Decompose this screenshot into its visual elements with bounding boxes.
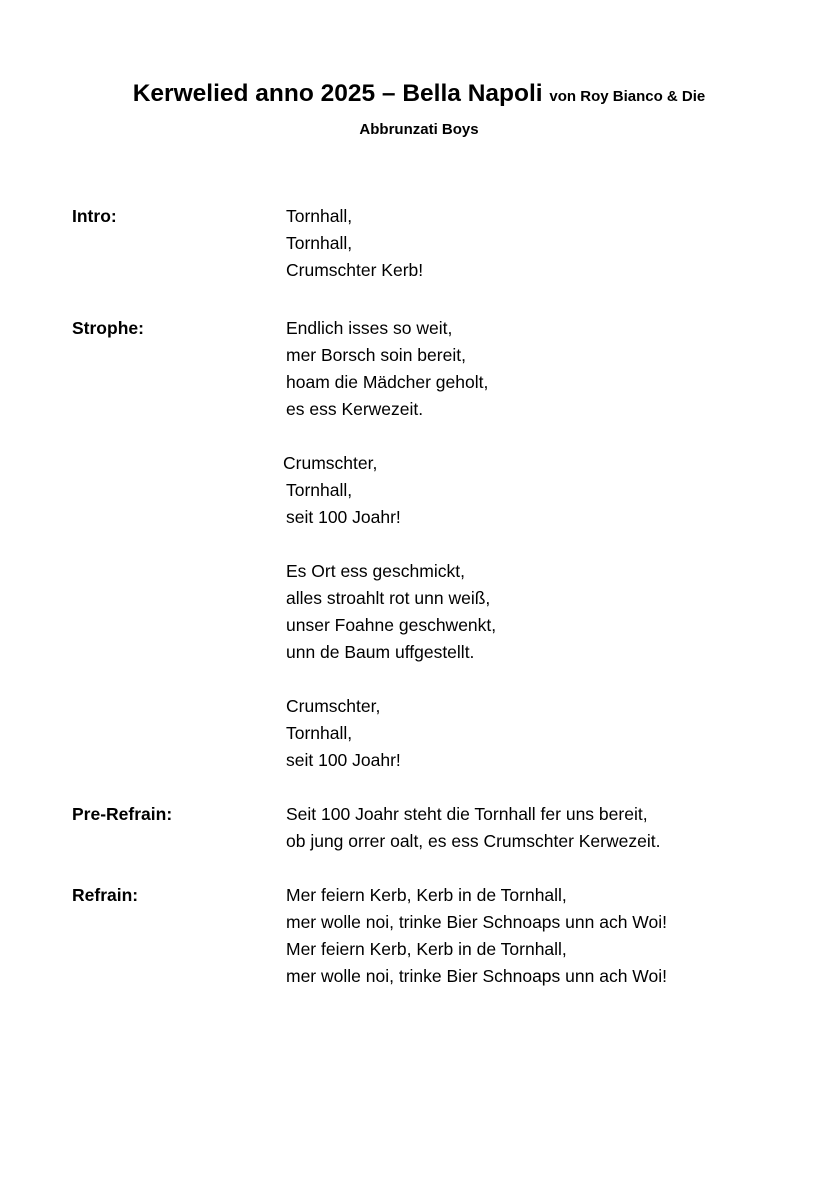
section-label-intro: Intro: [72,206,117,226]
lyric-line: Crumschter, [283,453,378,473]
lyric-line: mer wolle noi, trinke Bier Schnoaps unn ach Woi! [286,912,667,932]
strophe-stanza-1 [286,315,488,423]
lyric-line: es ess Kerwezeit. [286,399,424,419]
lyric-line: Tornhall, [286,206,353,226]
title-line-1 [0,76,838,115]
lyric-line: unser Foahne geschwenkt, [286,615,497,635]
document-title [0,76,838,143]
lyric-line: Endlich isses so weit, [286,318,453,338]
lyric-line: seit 100 Joahr! [286,750,401,770]
lyric-line: Crumschter, [286,696,381,716]
pre-refrain-lines [286,801,660,855]
section-label-refrain: Refrain: [72,885,139,905]
lyric-line: Mer feiern Kerb, Kerb in de Tornhall, [286,939,567,959]
strophe-stanza-4 [286,693,401,774]
lyric-line: mer Borsch soin bereit, [286,345,466,365]
lyric-line: mer wolle noi, trinke Bier Schnoaps unn ach Woi! [286,966,667,986]
intro-lines [286,203,423,284]
lyric-line: Tornhall, [286,480,353,500]
song-byline-part-1: von Roy Bianco & Die [549,88,706,105]
lyric-line: Mer feiern Kerb, Kerb in de Tornhall, [286,885,567,905]
strophe-stanza-3 [286,558,496,666]
section-label-pre-refrain: Pre-Refrain: [72,804,173,824]
lyric-line: Crumschter Kerb! [286,260,424,280]
lyric-line: hoam die Mädcher geholt, [286,372,489,392]
lyric-line: Tornhall, [286,233,353,253]
strophe-stanza-2 [283,450,401,531]
lyric-line: unn de Baum uffgestellt. [286,642,475,662]
lyric-line: seit 100 Joahr! [286,507,401,527]
song-title: Kerwelied anno 2025 – Bella Napoli [132,80,543,107]
lyric-line: alles stroahlt rot unn weiß, [286,588,491,608]
section-label-strophe: Strophe: [72,318,144,338]
lyric-line: Tornhall, [286,723,353,743]
song-byline-part-2: Abbrunzati Boys [359,121,479,138]
lyric-line: Es Ort ess geschmickt, [286,561,465,581]
lyric-line: Seit 100 Joahr steht die Tornhall fer uns bereit, [286,804,648,824]
refrain-lines [286,882,667,990]
lyric-line: ob jung orrer oalt, es ess Crumschter Kerwezeit. [286,831,661,851]
